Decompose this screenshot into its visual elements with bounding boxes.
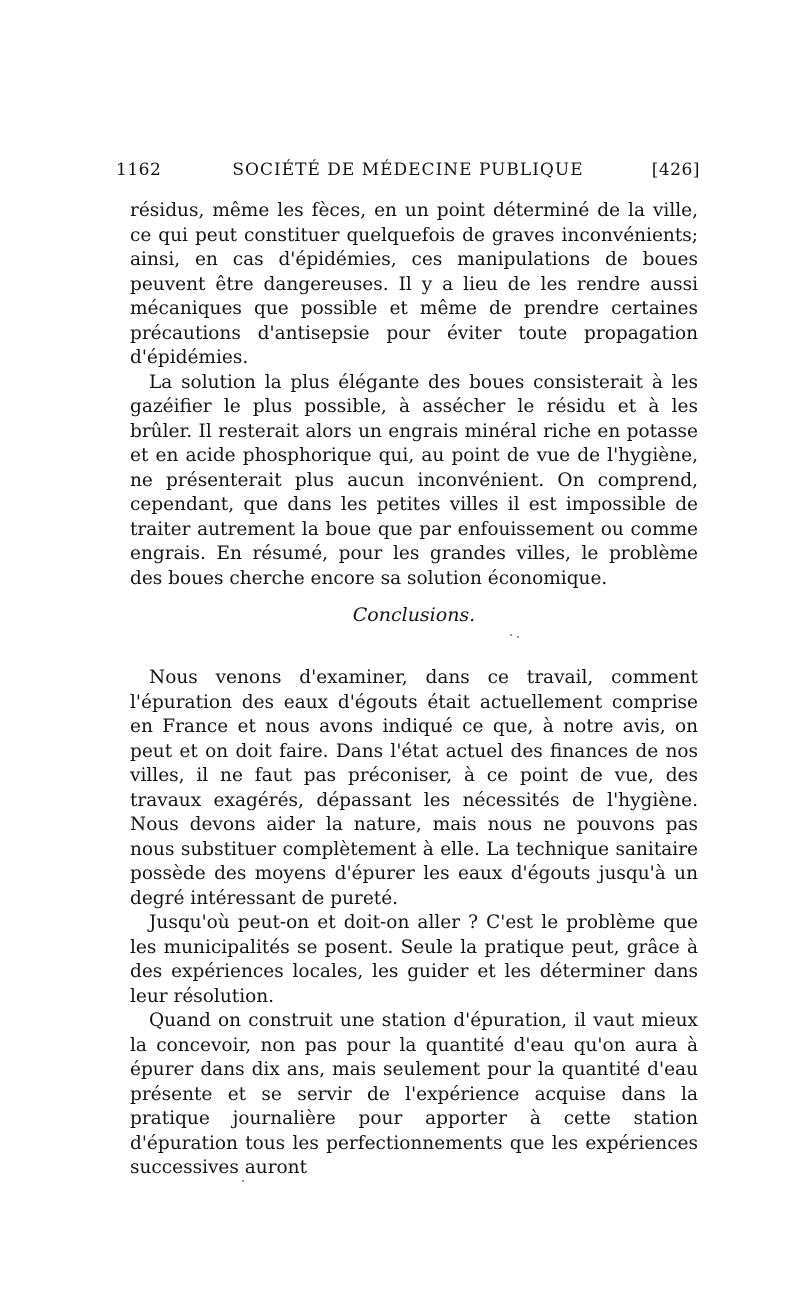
page-number: 1162: [116, 160, 162, 180]
paragraph-residus: résidus, même les fèces, en un point déterminé de la ville, ce qui peut constituer quelquefois de graves inconvénients; ainsi, en cas d'épidémies, ces manipulations de boues peuvent être dangereuses. Il y a lieu de les rendre aussi mécaniques que possible et même de prendre certaines précautions d'antisepsie pour éviter toute propagation d'épidémies.: [130, 200, 698, 368]
paragraph-solution-boues: La solution la plus élégante des boues consisterait à les gazéifier le plus possible, à assécher le résidu et à les brûler. Il resterait alors un engrais minéral riche en potasse et en acide phosphorique qui, au point de vue de l'hygiène, ne présenterait plus aucun inconvénient. On comprend, cependant, que dans les petites villes il est impossible de traiter autrement la boue que par enfouissement ou comme engrais. En résumé, pour les grandes villes, le problème des boues cherche encore sa solution économique.: [130, 371, 698, 589]
print-speck: [242, 1180, 244, 1182]
print-speck: [510, 634, 512, 636]
running-title: SOCIÉTÉ DE MÉDECINE PUBLIQUE: [232, 160, 584, 180]
print-speck: [517, 636, 519, 638]
running-header: [116, 160, 700, 184]
paragraph-jusqu-ou: Jusqu'où peut-on et doit-on aller ? C'est le problème que les municipalités se posent. Seule la pratique peut, grâce à des expériences locales, les guider et les déterminer dans leur résolution.: [130, 912, 698, 1007]
paragraph-quand-on-construit: Quand on construit une station d'épuration, il vaut mieux la concevoir, non pas pour la quantité d'eau qu'on aura à épurer dans dix ans, mais seulement pour la quantité d'eau présente et se servir de l'expérience acquise dans la pratique journalière pour apporter à cette station d'épuration tous les perfectionnements que les expériences successives auront: [130, 1010, 698, 1178]
paragraph-nous-venons: Nous venons d'examiner, dans ce travail, comment l'épuration des eaux d'égouts était actuellement comprise en France et nous avons indiqué ce que, à notre avis, on peut et on doit faire. Dans l'état actuel des finances de nos villes, il ne faut pas préconiser, à ce point de vue, des travaux exagérés, dépassant les nécessités de l'hygiène. Nous devons aider la nature, mais nous ne pouvons pas nous substituer complètement à elle. La technique sanitaire possède des moyens d'épurer les eaux d'égouts jusqu'à un degré intéressant de pureté.: [130, 667, 698, 909]
bracket-page-reference: [426]: [651, 160, 700, 180]
text-block-conclusions: [130, 666, 698, 1181]
section-heading-conclusions: Conclusions.: [352, 604, 476, 626]
text-block-before-conclusions: [130, 199, 698, 591]
